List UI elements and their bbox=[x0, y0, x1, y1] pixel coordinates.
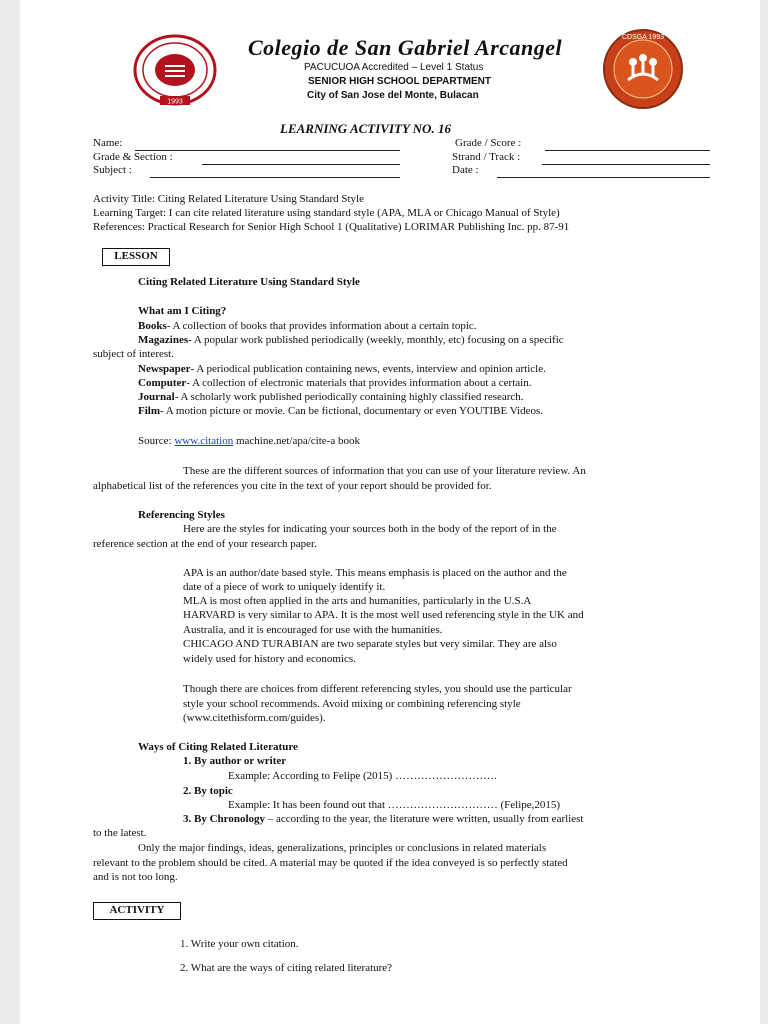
school-name: Colegio de San Gabriel Arcangel bbox=[248, 35, 563, 60]
right-seal-text: CDSGA 1993 bbox=[621, 34, 665, 41]
referencing-line-2: reference section at the end of your research paper. bbox=[93, 538, 317, 550]
name-line[interactable] bbox=[135, 150, 400, 151]
date-line[interactable] bbox=[497, 177, 710, 178]
though-line-1: Though there are choices from different referencing styles, you should use the particular bbox=[183, 683, 572, 695]
source-line: Source: www.citation machine.net/apa/cite-a book bbox=[138, 435, 360, 447]
subject-line[interactable] bbox=[150, 177, 400, 178]
apa-line-1: APA is an author/date based style. This means emphasis is placed on the author and the bbox=[183, 567, 567, 579]
left-seal-year: 1993 bbox=[167, 98, 183, 106]
only-line-2: relevant to the problem should be cited. A material may be quoted if the idea conveyed is so perfectly stated bbox=[93, 857, 568, 869]
chicago-line-1: CHICAGO AND TURABIAN are two separate styles but very similar. They are also bbox=[183, 638, 557, 650]
document-page bbox=[20, 0, 760, 1024]
accreditation: PACUCUOA Accredited – Level 1 Status bbox=[304, 62, 484, 73]
film-line: Film- A motion picture or movie. Can be fictional, documentary or even YOUTIBE Videos. bbox=[138, 405, 544, 417]
way-2: 2. By topic bbox=[183, 785, 233, 797]
computer-line: Computer- A collection of electronic materials that provides information about a certain. bbox=[138, 377, 532, 389]
activity-question-1: 1. Write your own citation. bbox=[180, 938, 299, 950]
date-label: Date : bbox=[452, 164, 479, 176]
subject-label: Subject : bbox=[93, 164, 132, 176]
way-1: 1. By author or writer bbox=[183, 755, 287, 767]
newspaper-line: Newspaper- A periodical publication containing news, events, interview and opinion article. bbox=[138, 363, 546, 375]
what-citing-heading: What am I Citing? bbox=[138, 305, 227, 317]
though-line-3: (www.citethisform.com/guides). bbox=[183, 712, 326, 724]
apa-line-2: date of a piece of work to uniquely identify it. bbox=[183, 581, 386, 593]
mla-line: MLA is most often applied in the arts and humanities, particularly in the U.S.A bbox=[183, 595, 532, 607]
strand-track-label: Strand / Track : bbox=[452, 151, 521, 163]
references: References: Practical Research for Senior High School 1 (Qualitative) LORIMAR Publishing Inc. pp. 87-91 bbox=[93, 221, 570, 233]
magazines-line-2: subject of interest. bbox=[93, 348, 174, 360]
way-3-line-2: to the latest. bbox=[93, 827, 147, 839]
paragraph-1-line-2: alphabetical list of the references you cite in the text of your report should be provided for. bbox=[93, 480, 492, 492]
way-3: 3. By Chronology – according to the year, the literature were written, usually from earliest bbox=[183, 813, 584, 825]
page-title: LEARNING ACTIVITY NO. 16 bbox=[280, 121, 451, 136]
name-label: Name: bbox=[93, 137, 123, 149]
referencing-line-1: Here are the styles for indicating your sources both in the body of the report of in the bbox=[183, 523, 557, 535]
chicago-line-2: widely used for history and economics. bbox=[183, 653, 356, 665]
though-line-2: style your school recommends. Avoid mixing or combining referencing style bbox=[183, 698, 521, 710]
school-seal-right-icon bbox=[600, 28, 686, 110]
referencing-styles-heading: Referencing Styles bbox=[138, 509, 225, 521]
source-link[interactable]: www.citation bbox=[174, 435, 234, 447]
way-2-example: Example: It has been found out that ………………………… (Felipe,2015) bbox=[228, 799, 561, 811]
grade-section-line[interactable] bbox=[202, 164, 400, 165]
learning-target: Learning Target: I can cite related literature using standard style (APA, MLA or Chicago Manual of Style) bbox=[93, 207, 560, 219]
department: SENIOR HIGH SCHOOL DEPARTMENT bbox=[308, 76, 491, 87]
grade-score-line[interactable] bbox=[545, 150, 710, 151]
school-seal-left-icon bbox=[132, 34, 218, 106]
harvard-line-2: Australia, and it is encouraged for use with the humanities. bbox=[183, 624, 443, 636]
activity-title: Activity Title: Citing Related Literature Using Standard Style bbox=[93, 193, 364, 205]
magazines-line: Magazines- A popular work published periodically (weekly, monthly, etc) focusing on a specific bbox=[138, 334, 564, 346]
harvard-line-1: HARVARD is very similar to APA. It is the most well used referencing style in the UK and bbox=[183, 609, 584, 621]
way-1-example: Example: According to Felipe (2015) ………………………. bbox=[228, 770, 497, 782]
ways-heading: Ways of Citing Related Literature bbox=[138, 741, 298, 753]
strand-track-line[interactable] bbox=[542, 164, 710, 165]
journal-line: Journal- A scholarly work published periodically containing highly classified research. bbox=[138, 391, 524, 403]
location: City of San Jose del Monte, Bulacan bbox=[307, 90, 479, 101]
grade-score-label: Grade / Score : bbox=[455, 137, 522, 149]
activity-label: ACTIVITY bbox=[93, 902, 181, 920]
only-line-3: and is not too long. bbox=[93, 871, 178, 883]
grade-section-label: Grade & Section : bbox=[93, 151, 173, 163]
books-line: Books- A collection of books that provides information about a certain topic. bbox=[138, 320, 477, 332]
activity-question-2: 2. What are the ways of citing related literature? bbox=[180, 962, 393, 974]
only-line-1: Only the major findings, ideas, generalizations, principles or conclusions in related materials bbox=[138, 842, 547, 854]
lesson-label: LESSON bbox=[102, 248, 170, 266]
paragraph-1-line-1: These are the different sources of information that you can use of your literature review. An bbox=[183, 465, 586, 477]
lesson-heading: Citing Related Literature Using Standard Style bbox=[138, 276, 360, 288]
